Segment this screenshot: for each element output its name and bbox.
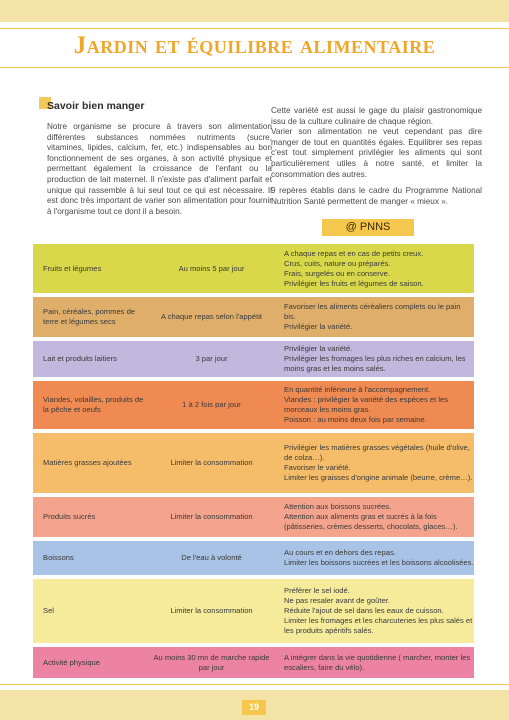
top-decorative-band (0, 0, 509, 22)
pnns-paragraph: 9 repères établis dans le cadre du Programme National Nutrition Santé permettent de manger « mieux ». (271, 186, 482, 206)
advice-line: Frais, surgelés ou en conserve. (284, 268, 390, 278)
frequency-cell: 3 par jour (151, 341, 272, 377)
advice-line: Privilégier la variété. (284, 322, 353, 331)
frequency-cell: Au moins 5 par jour (151, 244, 272, 293)
intro-paragraph: Notre organisme se procure à travers son alimentation différentes substances nommées nutriments (sucre, vitamines, lipides, calcium, fer, etc.) indispensables au bon fonctionnement de ses organes, à son activité physique et permettant également la croissance de l'enfant ou la production de lait maternel. Il n'existe pas d'aliment parfait et unique qui rassemble à lui seul tout ce qui est nécessaire. Il est donc très important de varier son alimentation pour fournir à l'organisme tout ce dont il a besoin. (47, 122, 272, 216)
frequency-cell: A chaque repas selon l'appétit (151, 297, 272, 337)
advice-line: Favoriser le variété. (284, 463, 351, 472)
advice-line: Privilégier les matières grasses végétales (huile d'olive, de colza…). (284, 443, 470, 462)
advice-line: Privilégier les fruits et légumes de saison. (284, 278, 424, 288)
frequency-cell: De l'eau à volonté (151, 541, 272, 575)
table-row (33, 497, 474, 537)
advice-cell (272, 297, 474, 337)
table-row (33, 579, 474, 643)
page-number: 19 (242, 700, 266, 715)
table-row (33, 433, 474, 493)
advice-line: En quantité inférieure à l'accompagnement. (284, 385, 431, 394)
category-cell: Sel (33, 579, 151, 643)
advice-cell (272, 647, 474, 678)
table-row (33, 244, 474, 293)
advice-line: Attention aux aliments gras et sucrés à la fois (pâtisseries, crèmes desserts, chocolats, glaces…). (284, 512, 458, 531)
category-cell: Fruits et légumes (33, 244, 151, 293)
pnns-badge: @ PNNS (322, 219, 414, 236)
advice-line: Crus, cuits, nature ou préparés. (284, 258, 391, 268)
table-row (33, 297, 474, 337)
advice-line: Limiter les fromages et les charcuteries les plus salés et les produits apéritifs salés. (284, 616, 473, 635)
advice-line: A intégrer dans la vie quotidienne ( marcher, monter les escaliers, faire du vélo). (284, 652, 471, 672)
category-cell: Pain, céréales, pommes de terre et légumes secs (33, 297, 151, 337)
table-row (33, 647, 474, 678)
title-rule-bottom (0, 67, 509, 68)
advice-line: Ne pas resaler avant de goûter. (284, 596, 390, 605)
advice-line: Au cours et en dehors des repas. (284, 548, 396, 557)
left-column (47, 100, 272, 223)
advice-line: Réduite l'ajout de sel dans les eaux de cuisson. (284, 606, 444, 615)
title-rule-top (0, 28, 509, 29)
variety-paragraph: Cette variété est aussi le gage du plaisir gastronomique issu de la culture culinaire de chaque région. (271, 106, 482, 126)
advice-cell (272, 341, 474, 377)
advice-cell (272, 579, 474, 643)
page-title: Jardin et équilibre alimentaire (73, 32, 436, 59)
table-row (33, 541, 474, 575)
frequency-cell: Limiter la consommation (151, 579, 272, 643)
advice-line: Attention aux boissons sucrées. (284, 502, 392, 511)
advice-line: Privilégier les fromages les plus riches en calcium, les moins gras et les moins salés. (284, 354, 466, 373)
footer-rule (0, 684, 509, 685)
category-cell: Produits sucrés (33, 497, 151, 537)
category-cell: Boissons (33, 541, 151, 575)
advice-line: A chaque repas et en cas de petits creux. (284, 248, 424, 258)
advice-cell (272, 244, 474, 293)
advice-line: Préférer le sel iodé. (284, 586, 350, 595)
advice-cell (272, 381, 474, 429)
nutrition-table (33, 244, 474, 682)
category-cell: Matières grasses ajoutées (33, 433, 151, 493)
frequency-cell: Limiter la consommation (151, 433, 272, 493)
advice-line: Favoriser les aliments céréaliers complets ou le pain bis. (284, 302, 461, 321)
category-cell: Lait et produits laitiers (33, 341, 151, 377)
table-row (33, 341, 474, 377)
frequency-cell: Limiter la consommation (151, 497, 272, 537)
frequency-cell: 1 à 2 fois par jour (151, 381, 272, 429)
advice-line: Limiter les graisses d'origine animale (beurre, crème…). (284, 473, 473, 482)
category-cell: Viandes, volailles, produits de la pêche et oeufs (33, 381, 151, 429)
advice-cell (272, 433, 474, 493)
section-heading: Savoir bien manger (47, 100, 145, 112)
advice-line: Viandes : privilégier la variété des espèces et les morceaux les moins gras. (284, 395, 449, 414)
frequency-cell: Au moins 30 mn de marche rapide par jour (151, 647, 272, 678)
category-cell: Activité physique (33, 647, 151, 678)
advice-line: Limiter les boissons sucrées et les boissons alcoolisées. (284, 558, 474, 567)
table-row (33, 381, 474, 429)
right-column (271, 106, 482, 213)
advice-line: Poisson : au moins deux fois par semaine. (284, 415, 427, 424)
balance-paragraph: Varier son alimentation ne veut cependant pas dire manger de tout en quantités égales. Equilibrer ses repas c'est tout simplement privilégier les aliments qui sont particulièrement utiles à notre santé, et limiter la consommation des autres. (271, 127, 482, 179)
advice-line: Privilégier la variété. (284, 344, 353, 353)
advice-cell (272, 541, 474, 575)
advice-cell (272, 497, 474, 537)
